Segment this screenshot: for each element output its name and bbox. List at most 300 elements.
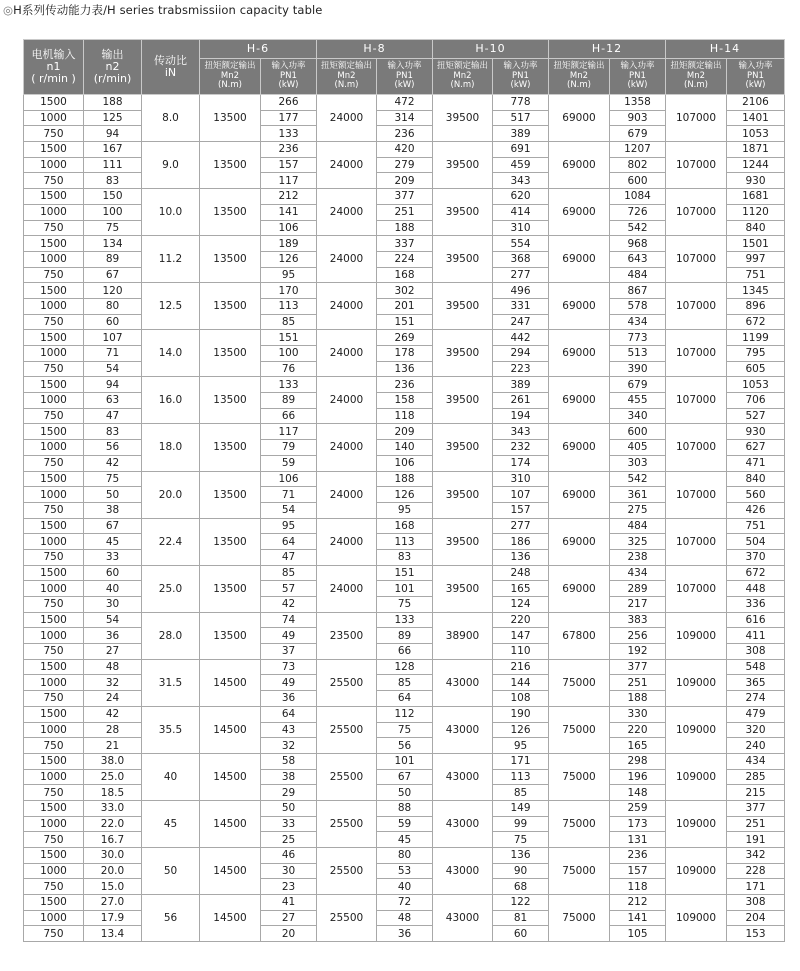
- torque-cell: 39500: [433, 471, 493, 518]
- table-row: [24, 283, 785, 299]
- torque-cell: 13500: [200, 330, 261, 377]
- power-cell: 600: [610, 424, 666, 440]
- output-speed-cell: 27: [84, 644, 142, 660]
- power-cell: 64: [261, 534, 317, 550]
- power-cell: 251: [377, 204, 433, 220]
- motor-input-speed-cell: 1500: [24, 142, 84, 158]
- output-speed-cell: 28: [84, 722, 142, 738]
- torque-cell: 107000: [666, 330, 727, 377]
- motor-input-speed-cell: 1500: [24, 330, 84, 346]
- motor-input-speed-cell: 750: [24, 220, 84, 236]
- power-cell: 45: [377, 832, 433, 848]
- power-cell: 1199: [727, 330, 785, 346]
- power-cell: 48: [377, 910, 433, 926]
- power-cell: 40: [377, 879, 433, 895]
- power-cell: 188: [610, 691, 666, 707]
- torque-cell: 107000: [666, 518, 727, 565]
- power-cell: 513: [610, 346, 666, 362]
- power-cell: 390: [610, 361, 666, 377]
- motor-input-speed-cell: 1500: [24, 236, 84, 252]
- power-cell: 542: [610, 220, 666, 236]
- torque-cell: 39500: [433, 565, 493, 612]
- header-ratio-label: 传动比 iN: [154, 53, 187, 79]
- power-cell: 236: [377, 126, 433, 142]
- output-speed-cell: 33: [84, 549, 142, 565]
- power-cell: 101: [377, 581, 433, 597]
- header-ratio: [142, 40, 200, 95]
- ratio-cell: 14.0: [142, 330, 200, 377]
- power-cell: 133: [377, 612, 433, 628]
- header-group-h14: H-14: [666, 40, 785, 59]
- power-cell: 37: [261, 644, 317, 660]
- power-cell: 248: [493, 565, 549, 581]
- power-cell: 141: [261, 204, 317, 220]
- motor-input-speed-cell: 750: [24, 408, 84, 424]
- output-speed-cell: 94: [84, 126, 142, 142]
- power-cell: 149: [493, 800, 549, 816]
- power-cell: 41: [261, 895, 317, 911]
- power-cell: 66: [377, 644, 433, 660]
- power-cell: 173: [610, 816, 666, 832]
- header-pn1-label: 输入功率 PN1 (kW): [387, 61, 422, 91]
- header-mn2-label: 扭矩额定输出 Mn2 (N.m): [204, 61, 256, 91]
- power-cell: 1244: [727, 157, 785, 173]
- power-cell: 60: [493, 926, 549, 942]
- power-cell: 170: [261, 283, 317, 299]
- header-group-h12: H-12: [549, 40, 666, 59]
- torque-cell: 39500: [433, 142, 493, 189]
- power-cell: 75: [377, 722, 433, 738]
- power-cell: 33: [261, 816, 317, 832]
- power-cell: 89: [377, 628, 433, 644]
- power-cell: 259: [610, 800, 666, 816]
- power-cell: 196: [610, 769, 666, 785]
- output-speed-cell: 18.5: [84, 785, 142, 801]
- power-cell: 101: [377, 753, 433, 769]
- power-cell: 190: [493, 706, 549, 722]
- output-speed-cell: 120: [84, 283, 142, 299]
- power-cell: 320: [727, 722, 785, 738]
- power-cell: 88: [377, 800, 433, 816]
- torque-cell: 69000: [549, 518, 610, 565]
- power-cell: 896: [727, 298, 785, 314]
- power-cell: 46: [261, 848, 317, 864]
- power-cell: 840: [727, 471, 785, 487]
- power-cell: 336: [727, 597, 785, 613]
- table-row: [24, 330, 785, 346]
- power-cell: 302: [377, 283, 433, 299]
- power-cell: 542: [610, 471, 666, 487]
- header-mn2-label: 扭矩额定输出 Mn2 (N.m): [320, 61, 372, 91]
- ratio-cell: 12.5: [142, 283, 200, 330]
- motor-input-speed-cell: 750: [24, 361, 84, 377]
- output-speed-cell: 134: [84, 236, 142, 252]
- power-cell: 930: [727, 424, 785, 440]
- ratio-cell: 20.0: [142, 471, 200, 518]
- output-speed-cell: 94: [84, 377, 142, 393]
- header-pn1-label: 输入功率 PN1 (kW): [271, 61, 306, 91]
- torque-cell: 25500: [317, 706, 377, 753]
- power-cell: 144: [493, 675, 549, 691]
- power-cell: 29: [261, 785, 317, 801]
- power-cell: 204: [727, 910, 785, 926]
- power-cell: 79: [261, 440, 317, 456]
- torque-cell: 75000: [549, 895, 610, 942]
- power-cell: 484: [610, 267, 666, 283]
- power-cell: 126: [377, 487, 433, 503]
- table-row: [24, 706, 785, 722]
- power-cell: 171: [727, 879, 785, 895]
- power-cell: 795: [727, 346, 785, 362]
- power-cell: 20: [261, 926, 317, 942]
- power-cell: 192: [610, 644, 666, 660]
- power-cell: 90: [493, 863, 549, 879]
- power-cell: 289: [610, 581, 666, 597]
- power-cell: 691: [493, 142, 549, 158]
- torque-cell: 25500: [317, 800, 377, 847]
- power-cell: 496: [493, 283, 549, 299]
- torque-cell: 69000: [549, 424, 610, 471]
- power-cell: 43: [261, 722, 317, 738]
- motor-input-speed-cell: 1000: [24, 251, 84, 267]
- torque-cell: 107000: [666, 471, 727, 518]
- torque-cell: 39500: [433, 189, 493, 236]
- output-speed-cell: 45: [84, 534, 142, 550]
- torque-cell: 69000: [549, 377, 610, 424]
- power-cell: 377: [377, 189, 433, 205]
- power-cell: 133: [261, 377, 317, 393]
- motor-input-speed-cell: 750: [24, 691, 84, 707]
- power-cell: 224: [377, 251, 433, 267]
- power-cell: 85: [493, 785, 549, 801]
- table-row: [24, 753, 785, 769]
- torque-cell: 43000: [433, 706, 493, 753]
- power-cell: 178: [377, 346, 433, 362]
- motor-input-speed-cell: 750: [24, 785, 84, 801]
- torque-cell: 109000: [666, 848, 727, 895]
- output-speed-cell: 80: [84, 298, 142, 314]
- torque-cell: 24000: [317, 236, 377, 283]
- table-row: [24, 895, 785, 911]
- header-mn2-label: 扭矩额定输出 Mn2 (N.m): [670, 61, 722, 91]
- motor-input-speed-cell: 1000: [24, 863, 84, 879]
- power-cell: 726: [610, 204, 666, 220]
- output-speed-cell: 71: [84, 346, 142, 362]
- power-cell: 434: [727, 753, 785, 769]
- torque-cell: 14500: [200, 659, 261, 706]
- power-cell: 247: [493, 314, 549, 330]
- motor-input-speed-cell: 1500: [24, 95, 84, 111]
- torque-cell: 109000: [666, 800, 727, 847]
- motor-input-speed-cell: 1500: [24, 565, 84, 581]
- torque-cell: 107000: [666, 236, 727, 283]
- output-speed-cell: 20.0: [84, 863, 142, 879]
- power-cell: 266: [261, 95, 317, 111]
- power-cell: 411: [727, 628, 785, 644]
- power-cell: 434: [610, 314, 666, 330]
- power-cell: 108: [493, 691, 549, 707]
- table-row: [24, 848, 785, 864]
- motor-input-speed-cell: 750: [24, 455, 84, 471]
- torque-cell: 69000: [549, 95, 610, 142]
- header-pn1: [727, 59, 785, 95]
- torque-cell: 13500: [200, 424, 261, 471]
- output-speed-cell: 40: [84, 581, 142, 597]
- torque-cell: 75000: [549, 800, 610, 847]
- power-cell: 71: [261, 487, 317, 503]
- output-speed-cell: 60: [84, 565, 142, 581]
- power-cell: 113: [261, 298, 317, 314]
- power-cell: 59: [261, 455, 317, 471]
- table-row: [24, 236, 785, 252]
- torque-cell: 39500: [433, 377, 493, 424]
- torque-cell: 25500: [317, 659, 377, 706]
- output-speed-cell: 56: [84, 440, 142, 456]
- torque-cell: 43000: [433, 848, 493, 895]
- motor-input-speed-cell: 1500: [24, 377, 84, 393]
- ratio-cell: 28.0: [142, 612, 200, 659]
- motor-input-speed-cell: 750: [24, 549, 84, 565]
- table-row: [24, 189, 785, 205]
- power-cell: 377: [610, 659, 666, 675]
- power-cell: 448: [727, 581, 785, 597]
- output-speed-cell: 188: [84, 95, 142, 111]
- output-speed-cell: 83: [84, 173, 142, 189]
- torque-cell: 69000: [549, 471, 610, 518]
- power-cell: 95: [377, 502, 433, 518]
- power-cell: 616: [727, 612, 785, 628]
- torque-cell: 14500: [200, 848, 261, 895]
- power-cell: 54: [261, 502, 317, 518]
- power-cell: 1501: [727, 236, 785, 252]
- power-cell: 414: [493, 204, 549, 220]
- motor-input-speed-cell: 1000: [24, 487, 84, 503]
- torque-cell: 75000: [549, 706, 610, 753]
- power-cell: 308: [727, 644, 785, 660]
- power-cell: 251: [727, 816, 785, 832]
- power-cell: 151: [377, 565, 433, 581]
- motor-input-speed-cell: 1000: [24, 816, 84, 832]
- torque-cell: 39500: [433, 424, 493, 471]
- torque-cell: 24000: [317, 424, 377, 471]
- power-cell: 136: [493, 549, 549, 565]
- output-speed-cell: 36: [84, 628, 142, 644]
- power-cell: 25: [261, 832, 317, 848]
- output-speed-cell: 13.4: [84, 926, 142, 942]
- power-cell: 325: [610, 534, 666, 550]
- power-cell: 672: [727, 314, 785, 330]
- power-cell: 504: [727, 534, 785, 550]
- torque-cell: 107000: [666, 283, 727, 330]
- power-cell: 141: [610, 910, 666, 926]
- power-cell: 83: [377, 549, 433, 565]
- power-cell: 527: [727, 408, 785, 424]
- output-speed-cell: 30.0: [84, 848, 142, 864]
- power-cell: 191: [727, 832, 785, 848]
- power-cell: 133: [261, 126, 317, 142]
- power-cell: 136: [493, 848, 549, 864]
- power-cell: 331: [493, 298, 549, 314]
- power-cell: 1345: [727, 283, 785, 299]
- torque-cell: 69000: [549, 330, 610, 377]
- motor-input-speed-cell: 1000: [24, 534, 84, 550]
- power-cell: 455: [610, 393, 666, 409]
- table-row: [24, 800, 785, 816]
- power-cell: 294: [493, 346, 549, 362]
- header-output-label: 输出 n2 (r/min): [93, 47, 132, 86]
- power-cell: 106: [261, 220, 317, 236]
- power-cell: 23: [261, 879, 317, 895]
- power-cell: 188: [377, 220, 433, 236]
- header-pn1: [493, 59, 549, 95]
- power-cell: 186: [493, 534, 549, 550]
- torque-cell: 43000: [433, 659, 493, 706]
- motor-input-speed-cell: 1500: [24, 518, 84, 534]
- torque-cell: 13500: [200, 377, 261, 424]
- power-cell: 89: [261, 393, 317, 409]
- power-cell: 679: [610, 126, 666, 142]
- power-cell: 122: [493, 895, 549, 911]
- power-cell: 426: [727, 502, 785, 518]
- power-cell: 56: [377, 738, 433, 754]
- power-cell: 36: [261, 691, 317, 707]
- power-cell: 236: [610, 848, 666, 864]
- motor-input-speed-cell: 750: [24, 879, 84, 895]
- power-cell: 434: [610, 565, 666, 581]
- header-mn2: [200, 59, 261, 95]
- power-cell: 32: [261, 738, 317, 754]
- header-pn1-label: 输入功率 PN1 (kW): [738, 61, 773, 91]
- power-cell: 303: [610, 455, 666, 471]
- power-cell: 105: [610, 926, 666, 942]
- power-cell: 275: [610, 502, 666, 518]
- header-mn2: [549, 59, 610, 95]
- torque-cell: 43000: [433, 753, 493, 800]
- power-cell: 194: [493, 408, 549, 424]
- power-cell: 361: [610, 487, 666, 503]
- power-cell: 751: [727, 267, 785, 283]
- motor-input-speed-cell: 1000: [24, 769, 84, 785]
- output-speed-cell: 50: [84, 487, 142, 503]
- torque-cell: 13500: [200, 471, 261, 518]
- output-speed-cell: 42: [84, 455, 142, 471]
- output-speed-cell: 67: [84, 267, 142, 283]
- power-cell: 236: [377, 377, 433, 393]
- power-cell: 778: [493, 95, 549, 111]
- ratio-cell: 31.5: [142, 659, 200, 706]
- power-cell: 679: [610, 377, 666, 393]
- power-cell: 50: [377, 785, 433, 801]
- power-cell: 377: [727, 800, 785, 816]
- motor-input-speed-cell: 750: [24, 597, 84, 613]
- ratio-cell: 25.0: [142, 565, 200, 612]
- torque-cell: 107000: [666, 142, 727, 189]
- torque-cell: 14500: [200, 753, 261, 800]
- power-cell: 672: [727, 565, 785, 581]
- power-cell: 80: [377, 848, 433, 864]
- torque-cell: 39500: [433, 236, 493, 283]
- power-cell: 220: [610, 722, 666, 738]
- ratio-cell: 45: [142, 800, 200, 847]
- power-cell: 1207: [610, 142, 666, 158]
- output-speed-cell: 30: [84, 597, 142, 613]
- output-speed-cell: 24: [84, 691, 142, 707]
- ratio-cell: 50: [142, 848, 200, 895]
- table-row: [24, 471, 785, 487]
- torque-cell: 13500: [200, 565, 261, 612]
- power-cell: 189: [261, 236, 317, 252]
- motor-input-speed-cell: 1000: [24, 204, 84, 220]
- power-cell: 74: [261, 612, 317, 628]
- power-cell: 459: [493, 157, 549, 173]
- motor-input-speed-cell: 750: [24, 832, 84, 848]
- torque-cell: 24000: [317, 95, 377, 142]
- power-cell: 472: [377, 95, 433, 111]
- header-mn2: [666, 59, 727, 95]
- power-cell: 277: [493, 518, 549, 534]
- torque-cell: 109000: [666, 753, 727, 800]
- motor-input-speed-cell: 1500: [24, 471, 84, 487]
- ratio-cell: 35.5: [142, 706, 200, 753]
- output-speed-cell: 33.0: [84, 800, 142, 816]
- header-mn2-label: 扭矩额定输出 Mn2 (N.m): [436, 61, 488, 91]
- power-cell: 95: [261, 518, 317, 534]
- output-speed-cell: 32: [84, 675, 142, 691]
- power-cell: 99: [493, 816, 549, 832]
- circle-bullet-icon: ◎: [3, 3, 14, 17]
- output-speed-cell: 22.0: [84, 816, 142, 832]
- motor-input-speed-cell: 1000: [24, 298, 84, 314]
- power-cell: 47: [261, 549, 317, 565]
- power-cell: 147: [493, 628, 549, 644]
- torque-cell: 75000: [549, 848, 610, 895]
- power-cell: 442: [493, 330, 549, 346]
- ratio-cell: 16.0: [142, 377, 200, 424]
- power-cell: 64: [377, 691, 433, 707]
- power-cell: 42: [261, 597, 317, 613]
- power-cell: 238: [610, 549, 666, 565]
- power-cell: 49: [261, 628, 317, 644]
- power-cell: 997: [727, 251, 785, 267]
- power-cell: 126: [261, 251, 317, 267]
- power-cell: 554: [493, 236, 549, 252]
- power-cell: 223: [493, 361, 549, 377]
- power-cell: 256: [610, 628, 666, 644]
- power-cell: 2106: [727, 95, 785, 111]
- torque-cell: 13500: [200, 236, 261, 283]
- power-cell: 68: [493, 879, 549, 895]
- power-cell: 168: [377, 518, 433, 534]
- power-cell: 517: [493, 110, 549, 126]
- power-cell: 389: [493, 377, 549, 393]
- output-speed-cell: 15.0: [84, 879, 142, 895]
- power-cell: 117: [261, 173, 317, 189]
- power-cell: 81: [493, 910, 549, 926]
- power-cell: 706: [727, 393, 785, 409]
- motor-input-speed-cell: 1500: [24, 753, 84, 769]
- header-motor-input: [24, 40, 84, 95]
- output-speed-cell: 75: [84, 471, 142, 487]
- output-speed-cell: 21: [84, 738, 142, 754]
- output-speed-cell: 107: [84, 330, 142, 346]
- torque-cell: 13500: [200, 518, 261, 565]
- power-cell: 36: [377, 926, 433, 942]
- torque-cell: 107000: [666, 377, 727, 424]
- torque-cell: 109000: [666, 895, 727, 942]
- torque-cell: 25500: [317, 895, 377, 942]
- ratio-cell: 10.0: [142, 189, 200, 236]
- capacity-table: [23, 39, 785, 942]
